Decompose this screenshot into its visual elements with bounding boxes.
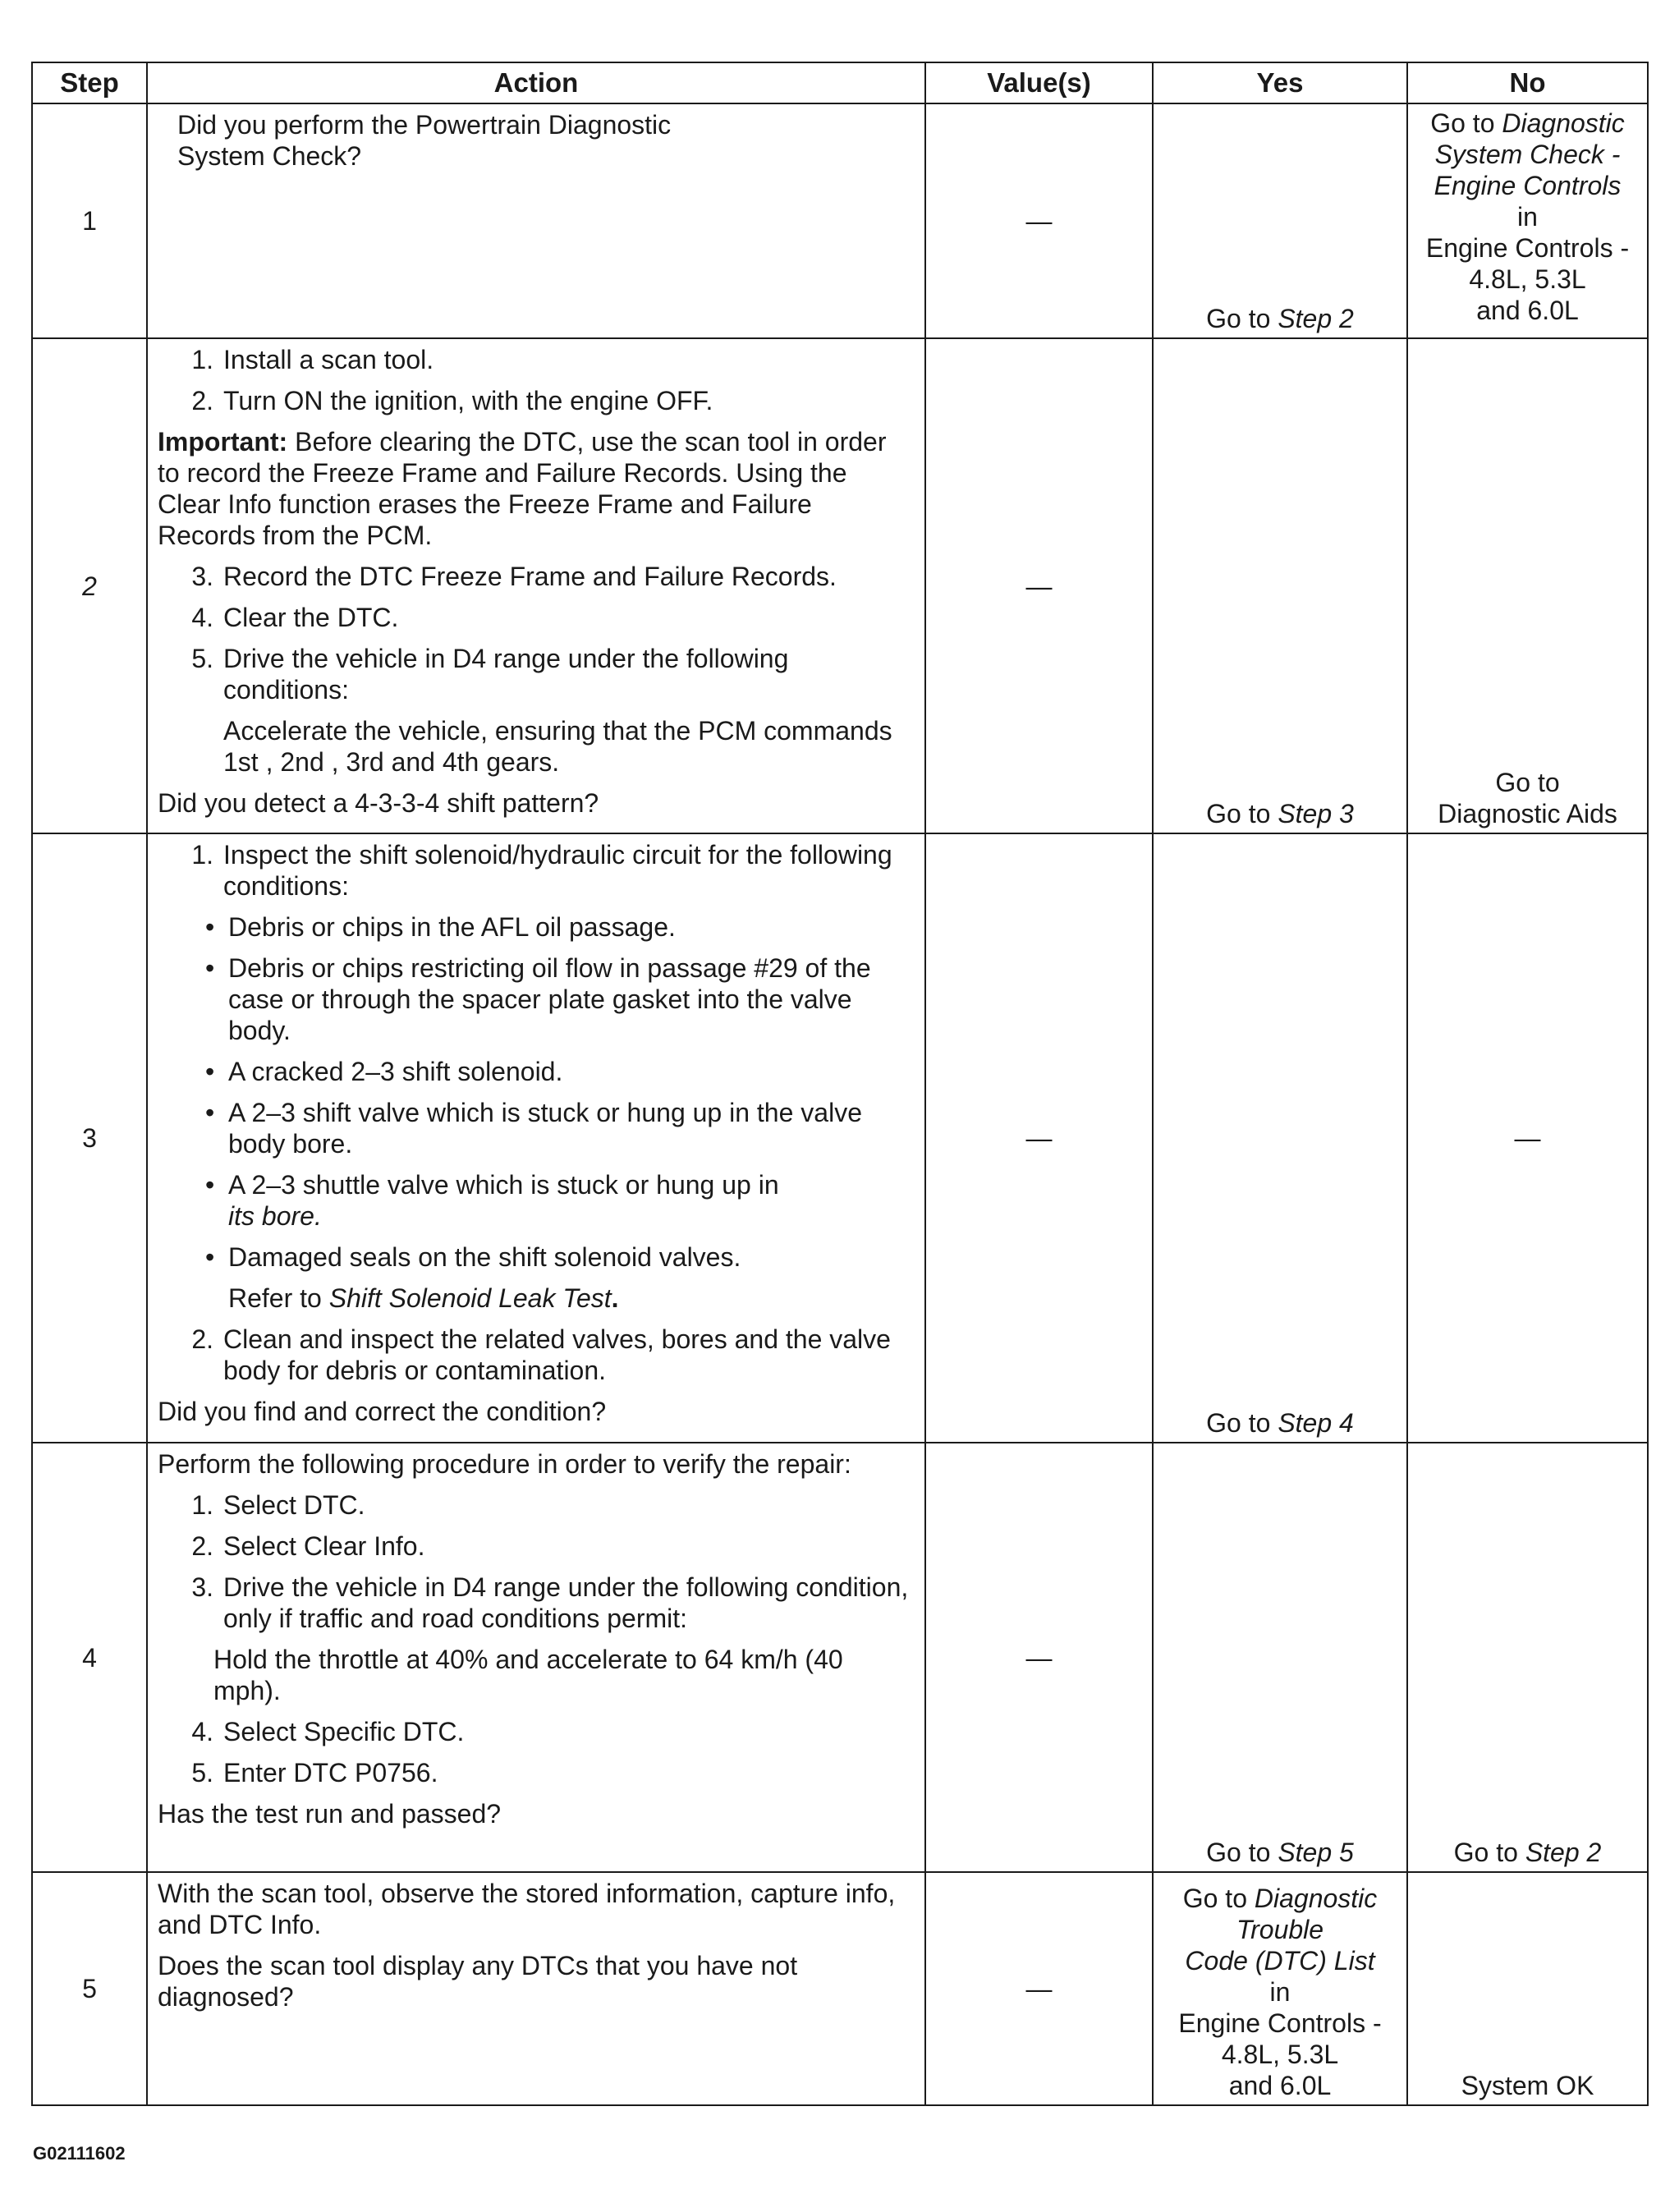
yes-link-line[interactable]: Code (DTC) List — [1185, 1946, 1375, 1976]
no-prefix: Go to — [1430, 108, 1495, 138]
step-number: 1 — [32, 103, 147, 338]
no-link-diagnostic-system-check[interactable]: Diagnostic — [1502, 108, 1625, 138]
no-cell — [1407, 103, 1648, 338]
bullet-item: • A 2–3 shift valve which is stuck or hung up in the valve body bore. — [205, 1098, 862, 1159]
list-item: 2. Turn ON the ignition, with the engine OFF. — [191, 386, 713, 415]
header-step: Step — [32, 62, 147, 103]
list-item: 3. Drive the vehicle in D4 range under the following condition, only if traffic and road conditions permit: — [191, 1572, 909, 1633]
yes-link-step-2[interactable]: Step 2 — [1278, 304, 1354, 333]
table-row-step-1 — [32, 103, 1648, 338]
yes-cell — [1153, 338, 1407, 833]
bullet-item: • A cracked 2–3 shift solenoid. — [205, 1057, 563, 1086]
no-prefix: Go to — [1495, 768, 1560, 797]
yes-prefix: Go to — [1206, 799, 1271, 828]
step-number: 3 — [32, 833, 147, 1443]
yes-prefix: Go to — [1206, 1838, 1271, 1867]
table-row-step-5 — [32, 1872, 1648, 2105]
value-cell: — — [925, 1872, 1153, 2105]
question-text: Has the test run and passed? — [158, 1799, 502, 1829]
no-tail: Engine Controls - — [1425, 233, 1630, 263]
list-item: 1. Inspect the shift solenoid/hydraulic circuit for the following conditions: — [191, 840, 892, 901]
list-item: 5. Enter DTC P0756. — [191, 1758, 438, 1787]
action-text: System Check? — [177, 141, 362, 171]
yes-cell — [1153, 1872, 1407, 2105]
no-link-diagnostic-aids[interactable]: Diagnostic Aids — [1438, 799, 1617, 828]
diagnostic-table — [31, 62, 1649, 2106]
header-values: Value(s) — [925, 62, 1153, 103]
yes-tail: Engine Controls - — [1178, 2008, 1382, 2038]
sub-text: Accelerate the vehicle, ensuring that the PCM commands 1st , 2nd , 3rd and 4th gears. — [223, 716, 892, 777]
action-cell — [147, 833, 925, 1443]
question-text: Did you detect a 4-3-3-4 shift pattern? — [158, 788, 599, 818]
list-item: 4. Clear the DTC. — [191, 603, 399, 632]
yes-cell — [1153, 833, 1407, 1443]
action-cell — [147, 338, 925, 833]
no-cell — [1407, 338, 1648, 833]
list-item: 5. Drive the vehicle in D4 range under the following conditions: — [191, 644, 789, 704]
no-cell — [1407, 1443, 1648, 1872]
step-number: 2 — [32, 338, 147, 833]
question-text: Does the scan tool display any DTCs that you have not diagnosed? — [158, 1951, 798, 2012]
yes-prefix: Go to — [1206, 304, 1271, 333]
value-cell: — — [925, 833, 1153, 1443]
value-cell: — — [925, 1443, 1153, 1872]
no-cell: — — [1407, 833, 1648, 1443]
no-prefix: Go to — [1453, 1838, 1518, 1867]
header-no: No — [1407, 62, 1648, 103]
bullet-item: • Damaged seals on the shift solenoid valves. — [205, 1242, 741, 1272]
list-item: 2. Clean and inspect the related valves, bores and the valve body for debris or contamination. — [191, 1324, 891, 1385]
action-text: Did you perform the Powertrain Diagnostic — [177, 110, 672, 140]
figure-id: G02111602 — [33, 2143, 126, 2164]
value-cell: — — [925, 103, 1153, 338]
action-text: With the scan tool, observe the stored information, capture info, and DTC Info. — [158, 1879, 896, 1939]
action-cell — [147, 1443, 925, 1872]
yes-link-step-4[interactable]: Step 4 — [1278, 1408, 1354, 1438]
yes-tail: 4.8L, 5.3L — [1221, 2040, 1339, 2069]
no-link-step-2[interactable]: Step 2 — [1525, 1838, 1602, 1867]
yes-prefix: Go to — [1182, 1884, 1247, 1913]
no-cell: System OK — [1407, 1872, 1648, 2105]
bullet-item: • Debris or chips in the AFL oil passage. — [205, 912, 676, 942]
header-action: Action — [147, 62, 925, 103]
no-tail: and 6.0L — [1476, 296, 1579, 325]
header-row — [32, 62, 1648, 103]
no-in: in — [1517, 202, 1538, 232]
table-row-step-3 — [32, 833, 1648, 1443]
step-number: 4 — [32, 1443, 147, 1872]
action-cell — [147, 103, 925, 338]
header-yes: Yes — [1153, 62, 1407, 103]
list-item: 1. Install a scan tool. — [191, 345, 434, 374]
no-link-line[interactable]: System Check - — [1434, 140, 1621, 169]
yes-link-line[interactable]: Trouble — [1236, 1915, 1324, 1944]
yes-cell — [1153, 103, 1407, 338]
list-item: 4. Select Specific DTC. — [191, 1717, 465, 1746]
yes-in: in — [1269, 1977, 1291, 2007]
shift-solenoid-leak-test-link[interactable]: Shift Solenoid Leak Test — [328, 1283, 612, 1313]
list-item: 1. Select DTC. — [191, 1490, 365, 1520]
no-link-line[interactable]: Engine Controls — [1434, 171, 1622, 200]
yes-link-step-5[interactable]: Step 5 — [1278, 1838, 1354, 1867]
bullet-item: • Debris or chips restricting oil flow in passage #29 of the case or through the spacer plate gasket into the valve body. — [205, 953, 871, 1045]
list-item: 2. Select Clear Info. — [191, 1531, 425, 1561]
intro-text: Perform the following procedure in order to verify the repair: — [158, 1449, 851, 1479]
sub-text: Hold the throttle at 40% and accelerate to 64 km/h (40 mph). — [213, 1645, 843, 1705]
yes-prefix: Go to — [1206, 1408, 1271, 1438]
bullet-item: • A 2–3 shuttle valve which is stuck or hung up in its bore. — [205, 1170, 779, 1231]
list-item: 3. Record the DTC Freeze Frame and Failure Records. — [191, 562, 837, 591]
step-number: 5 — [32, 1872, 147, 2105]
no-tail: 4.8L, 5.3L — [1469, 264, 1586, 294]
table-row-step-2 — [32, 338, 1648, 833]
yes-cell — [1153, 1443, 1407, 1872]
yes-link-step-3[interactable]: Step 3 — [1278, 799, 1354, 828]
action-cell — [147, 1872, 925, 2105]
question-text: Did you find and correct the condition? — [158, 1397, 607, 1426]
table-row-step-4 — [32, 1443, 1648, 1872]
yes-link-dtc-list[interactable]: Diagnostic — [1254, 1884, 1378, 1913]
refer-text: Refer to Shift Solenoid Leak Test. — [228, 1283, 619, 1313]
value-cell: — — [925, 338, 1153, 833]
important-note: Important: Before clearing the DTC, use the scan tool in order to record the Freeze Frame and Failure Records. Using the Clear Info function erases the Freeze Frame and Failure Records from the PCM. — [158, 427, 887, 550]
yes-tail: and 6.0L — [1228, 2071, 1332, 2100]
